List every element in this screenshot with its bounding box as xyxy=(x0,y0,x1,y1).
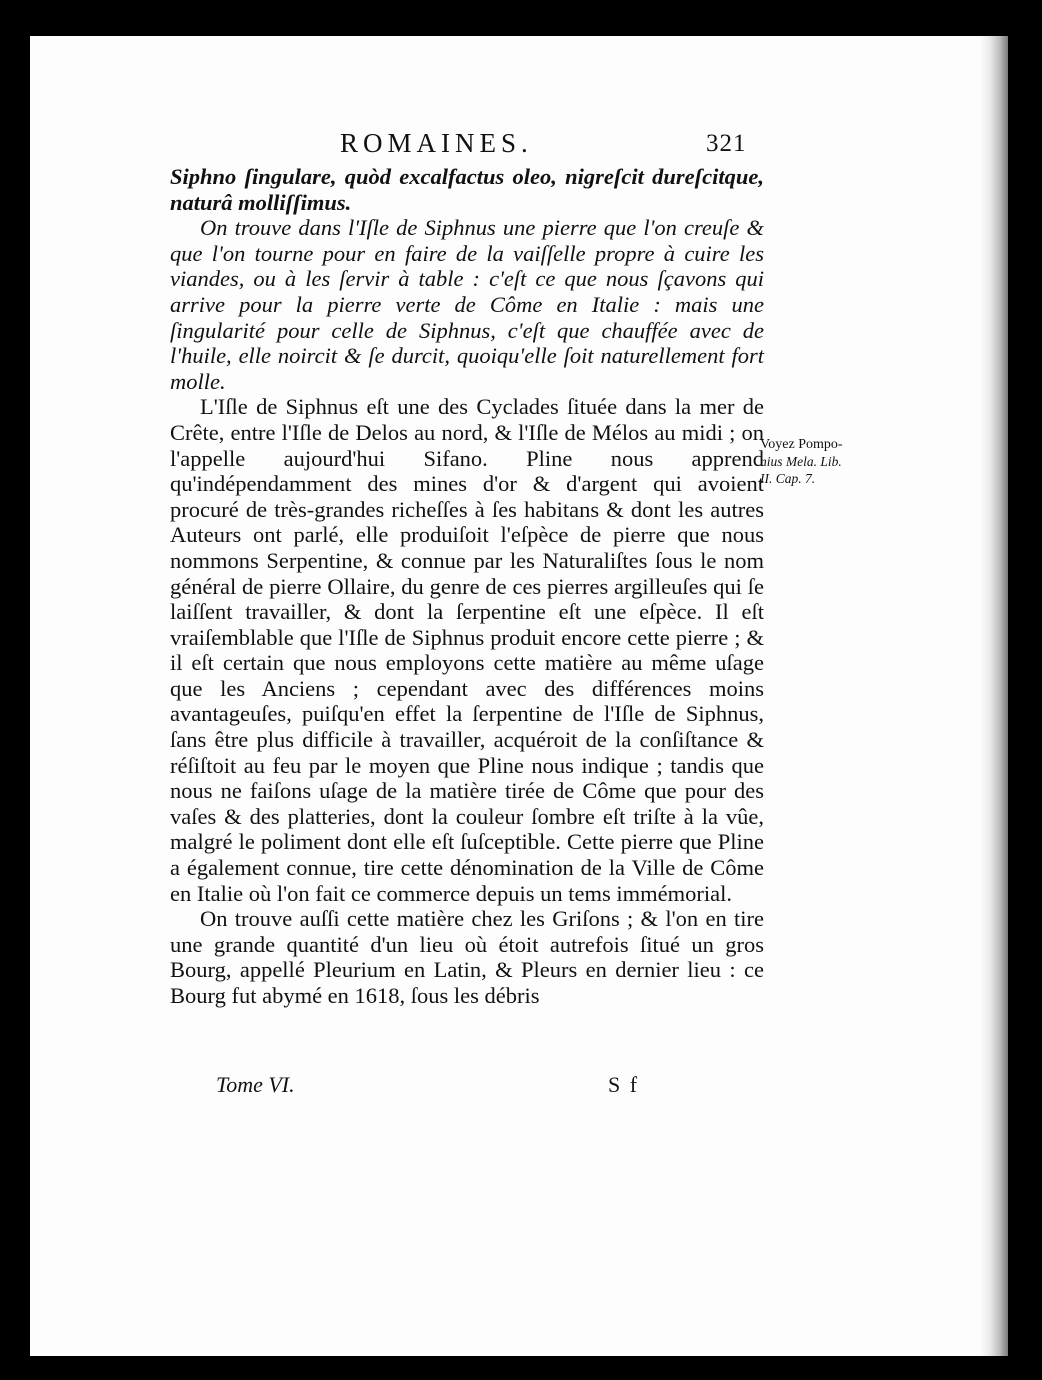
body-text xyxy=(170,164,764,1009)
volume-label: Tome VI. xyxy=(216,1072,295,1097)
translation-paragraph: On trouve dans l'Iſle de Siphnus une pierre que l'on creuſe & que l'on tourne pour en faire de la vaiſſelle propre à cuire les viandes, ou à les ſervir à table : c'eſt ce que nous ſçavons qui arrive pour la pierre verte de Côme en Italie : mais une ſingularité pour celle de Siphnus, c'eſt que chauffée avec de l'huile, elle noircit & ſe durcit, quoiqu'elle ſoit naturellement fort molle. xyxy=(170,215,764,394)
siphnus-paragraph: L'Iſle de Siphnus eſt une des Cyclades ſituée dans la mer de Crête, entre l'Iſle de Delos au nord, & l'Iſle de Mélos au midi ; on l'appelle aujourd'hui Sifano. Pline nous apprend qu'indépendamment des mines d'or & d'argent qui avoient procuré de très-grandes richeſſes à ſes habitans & dont les autres Auteurs ont parlé, elle produiſoit l'eſpèce de pierre que nous nommons Serpentine, & connue par les Naturaliſtes ſous le nom général de pierre Ollaire, du genre de ces pierres argilleuſes qui ſe laiſſent travailler, & dont la ſerpentine eſt une eſpèce. Il eſt vraiſemblable que l'Iſle de Siphnus produit encore cette pierre ; & il eſt certain que nous employons cette matière au même uſage que les Anciens ; cependant avec des différences moins avantageuſes, puiſqu'en effet la ſerpentine de l'Iſle de Siphnus, ſans être plus difficile à travailler, acquéroit de la conſiſtance & réſiſtoit au feu par le moyen que Pline nous indique ; tandis que nous ne faiſons uſage de la matière tirée de Côme que pour des vaſes & des platteries, dont la couleur ſombre eſt triſte à la vûe, malgré le poliment dont elle eſt ſuſceptible. Cette pierre que Pline a également connue, tire cette dénomination de la Ville de Côme en Italie où l'on fait ce commerce depuis un tems immémorial. xyxy=(170,394,764,906)
margin-note-line: II. Cap. 7. xyxy=(760,471,816,486)
margin-note-line: nius Mela. Lib. xyxy=(760,454,842,469)
margin-note-line: Voyez Pompo- xyxy=(760,437,843,452)
page-number: 321 xyxy=(706,130,747,157)
running-head-title: ROMAINES. xyxy=(340,128,533,158)
grisons-paragraph: On trouve auſſi cette matière chez les Griſons ; & l'on en tire une grande quantité d'un lieu où étoit autrefois ſitué un gros Bourg, appellé Pleurium en Latin, & Pleurs en dernier lieu : ce Bourg fut abymé en 1618, ſous les débris xyxy=(170,906,764,1008)
signature-mark: S f xyxy=(608,1072,640,1097)
latin-quote-paragraph: Siphno ſingulare, quòd excalfactus oleo, nigreſcit dureſcitque, naturâ molliſſimus. xyxy=(170,164,764,215)
page-footer xyxy=(30,1072,1008,1102)
running-head xyxy=(30,128,1008,168)
book-page xyxy=(30,36,1008,1356)
page-spine-shadow xyxy=(980,36,1008,1356)
margin-note xyxy=(760,436,890,487)
